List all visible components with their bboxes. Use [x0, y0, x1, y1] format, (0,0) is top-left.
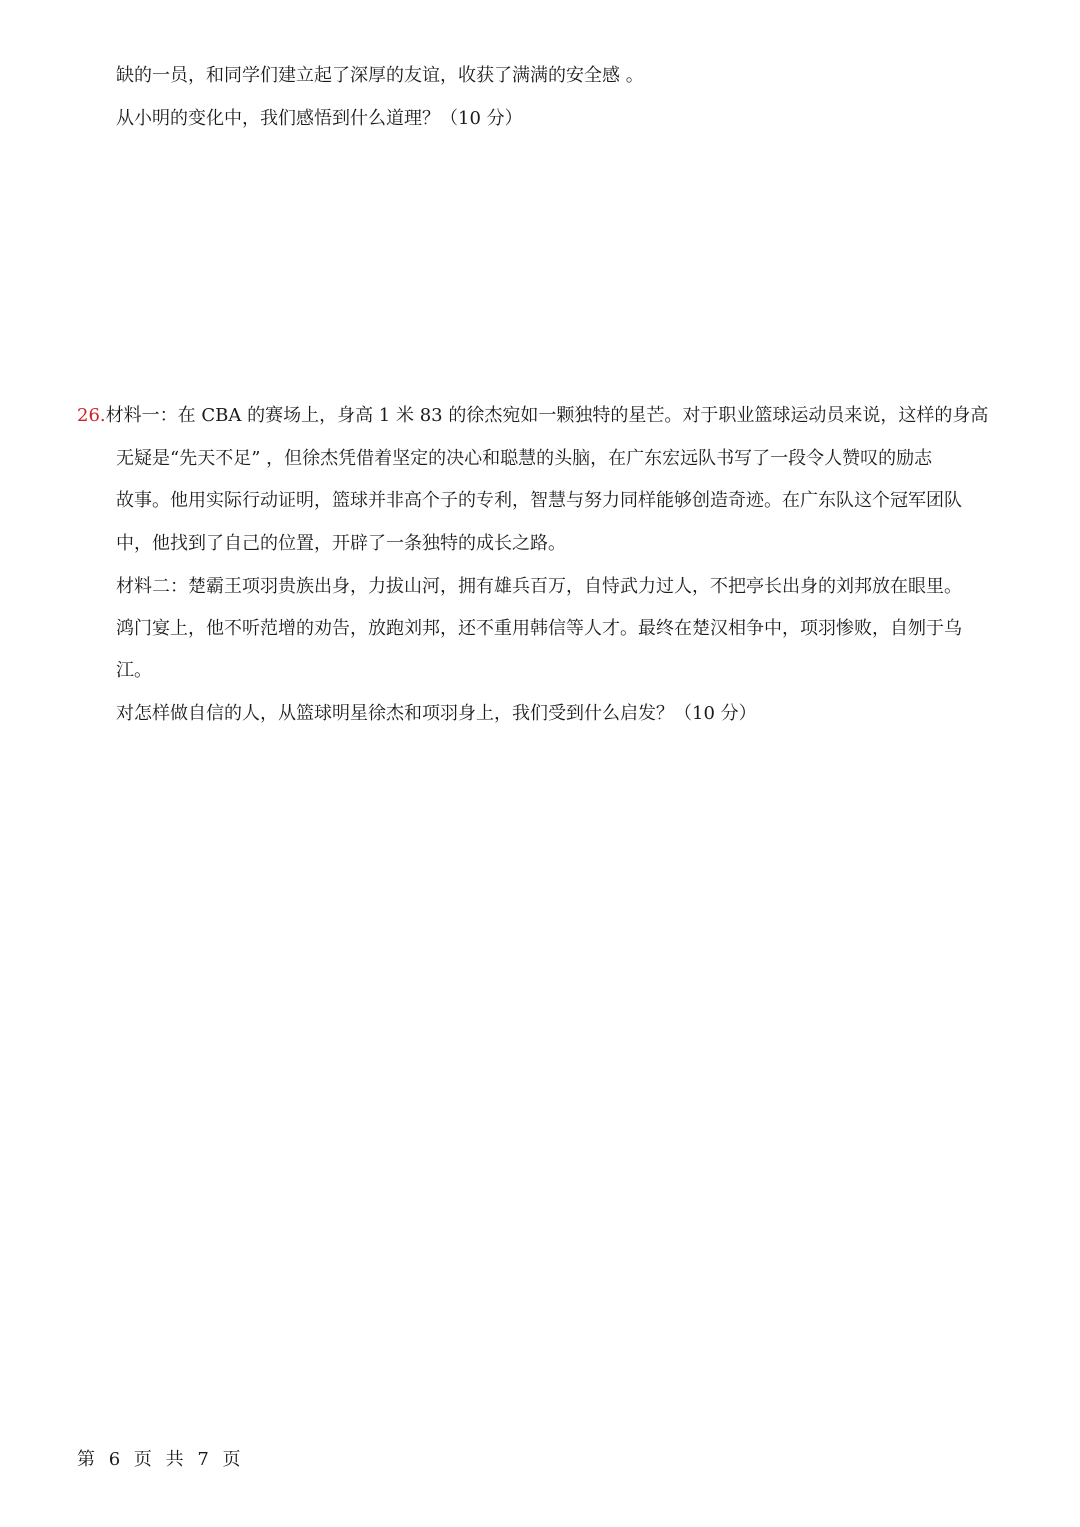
- q26-m2-line1: 材料二：楚霸王项羽贵族出身，力拔山河，拥有雄兵百万，自恃武力过人，不把亭长出身的刘邦放在眼里。: [116, 576, 962, 597]
- question-number: 26.: [77, 405, 106, 426]
- q26-material-one-line: [77, 403, 988, 429]
- q26-prompt: 对怎样做自信的人，从篮球明星徐杰和项羽身上，我们受到什么启发？（10 分）: [116, 703, 757, 724]
- q25-prompt: 从小明的变化中，我们感悟到什么道理？（10 分）: [116, 108, 523, 129]
- q26-m1-line4: 中，他找到了自己的位置，开辟了一条独特的成长之路。: [116, 533, 566, 554]
- q26-m2-line2: 鸿门宴上，他不听范增的劝告，放跑刘邦，还不重用韩信等人才。最终在楚汉相争中，项羽惨败，自刎于乌: [116, 618, 962, 639]
- q26-m1-line3: 故事。他用实际行动证明，篮球并非高个子的专利，智慧与努力同样能够创造奇迹。在广东队这个冠军团队: [116, 490, 962, 511]
- page-footer: 第 6 页 共 7 页: [77, 1449, 245, 1470]
- q26-m1-line2: 无疑是“先天不足” ，但徐杰凭借着坚定的决心和聪慧的头脑，在广东宏远队书写了一段令人赞叹的励志: [116, 448, 933, 469]
- q26-m2-line3: 江。: [116, 660, 152, 681]
- q25-text-line: 缺的一员，和同学们建立起了深厚的友谊，收获了满满的安全感 。: [116, 65, 644, 86]
- q26-m1-line1: 材料一：在 CBA 的赛场上，身高 1 米 83 的徐杰宛如一颗独特的星芒。对于职业篮球运动员来说，这样的身高: [105, 405, 989, 426]
